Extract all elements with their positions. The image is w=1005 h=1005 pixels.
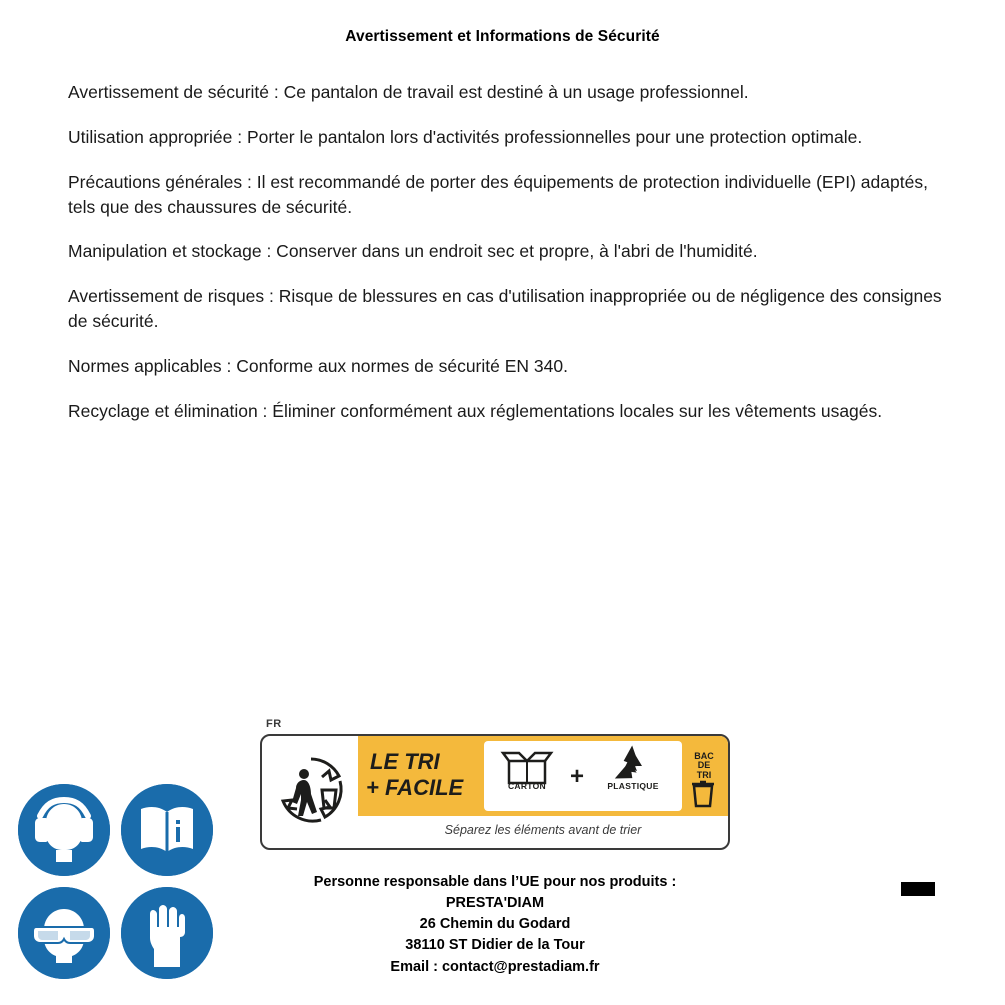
ce-marking <box>800 838 950 948</box>
bin-label <box>684 752 724 780</box>
paragraph-risk-warning: Avertissement de risques : Risque de blessures en cas d'utilisation inappropriée ou de négligence des consignes de sécurité. <box>68 286 942 332</box>
slogan-line-2: + FACILE <box>366 775 464 800</box>
company-email: Email : contact@prestadiam.fr <box>390 958 600 975</box>
paragraph-general-precautions: Précautions générales : Il est recommandé de porter des équipements de protection individuelle (EPI) adaptés, tels que des chaussures de sécurité. <box>68 171 928 217</box>
recycling-label <box>258 718 728 846</box>
paragraph-safety-warning: Avertissement de sécurité : Ce pantalon de travail est destiné à un usage professionnel. <box>68 82 749 102</box>
paragraph-proper-use: Utilisation appropriée : Porter le pantalon lors d'activités professionnelles pour une protection optimale. <box>68 126 863 147</box>
eye-protection-icon <box>18 887 110 979</box>
slogan-line-1: LE TRI <box>370 749 440 774</box>
hand-protection-icon <box>121 887 213 979</box>
company-city: 38110 ST Didier de la Tour <box>405 937 585 954</box>
heading-suffix: pour nos produits : <box>539 874 677 890</box>
paragraph-applicable-standards: Normes applicables : Conforme aux normes de sécurité EN 340. <box>68 355 568 376</box>
carton-caption: CARTON <box>507 781 546 791</box>
pictogram-group <box>18 784 228 984</box>
read-manual-icon <box>121 784 213 876</box>
recycling-footer-text: Séparez les éléments avant de trier <box>444 823 642 837</box>
responsible-person-heading <box>215 872 775 893</box>
bin-line-3: TRI <box>696 769 712 780</box>
triman-icon <box>262 736 358 844</box>
plastic-recycle-icon <box>596 745 670 789</box>
country-tag: FR <box>266 718 282 730</box>
heading-prefix: Personne responsable dans l’ <box>313 874 520 890</box>
plastic-caption: PLASTIQUE <box>607 781 659 791</box>
company-street: 26 Chemin du Godard <box>419 916 571 933</box>
bin-arrow <box>682 736 728 816</box>
safety-information-body <box>68 80 948 424</box>
plus-separator: + <box>570 763 585 790</box>
page-title: Avertissement et Informations de Sécurité <box>345 28 660 45</box>
ear-protection-icon <box>18 784 110 876</box>
paragraph-handling-storage: Manipulation et stockage : Conserver dans un endroit sec et propre, à l'abri de l'humidité. <box>68 241 758 262</box>
carton-icon <box>490 745 564 789</box>
paragraph-recycling-disposal: Recyclage et élimination : Éliminer conformément aux réglementations locales sur les vêtements usagés. <box>68 400 883 421</box>
company-name: PRESTA'DIAM <box>445 895 545 912</box>
bin-icon <box>690 780 716 808</box>
responsible-person-block <box>215 872 775 978</box>
heading-eu: UE <box>519 874 540 890</box>
tri-facile-slogan <box>366 744 478 810</box>
materials-window <box>484 741 682 811</box>
bin-line-2: DE <box>697 760 711 771</box>
bin-line-1: BAC <box>694 751 714 761</box>
